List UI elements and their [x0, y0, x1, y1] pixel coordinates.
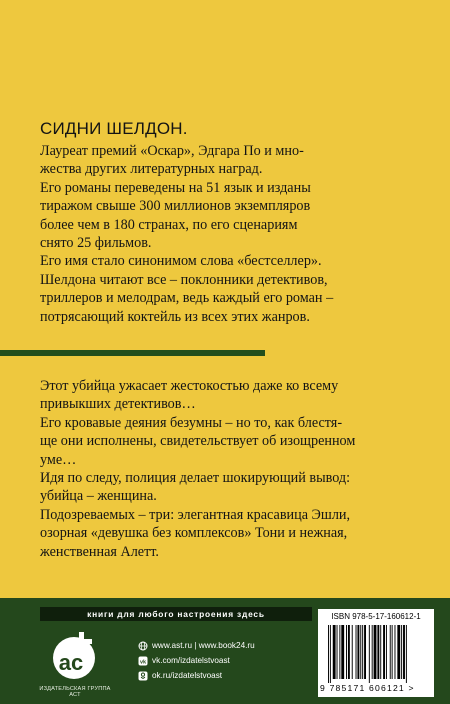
bio-line: потрясающий коктейль из всех этих жанров. [40, 308, 310, 325]
vk-row[interactable] [138, 653, 255, 668]
bio-line: Его имя стало синонимом слова «бестселлер». [40, 253, 322, 270]
svg-text:vk: vk [139, 658, 147, 665]
website-row[interactable] [138, 638, 255, 653]
globe-icon [138, 641, 148, 651]
author-name: СИДНИ ШЕЛДОН. [40, 119, 188, 138]
ok-link[interactable]: ok.ru/izdatelstvoast [152, 671, 223, 680]
book-blurb [40, 377, 436, 561]
bio-line: триллеров и мелодрам, ведь каждый его роман – [40, 290, 334, 307]
bio-line: Лауреат премий «Оскар», Эдгара По и мно- [40, 143, 304, 159]
blurb-line: привыкших детективов… [40, 396, 196, 413]
divider-rule [0, 350, 265, 356]
vk-link[interactable]: vk.com/izdatelstvoast [152, 656, 230, 665]
blurb-line: уме… [40, 451, 77, 468]
publisher-links [138, 638, 255, 683]
blurb-line: Подозреваемых – три: элегантная красавица Эшли, [40, 506, 351, 523]
ok-icon [138, 671, 148, 681]
bio-line: жества других литературных наград. [40, 161, 263, 178]
website-link[interactable]: www.ast.ru | www.book24.ru [152, 641, 255, 650]
barcode-icon [322, 623, 430, 683]
bio-line: Его романы переведены на 51 язык и изданы [40, 179, 311, 196]
barcode-digits: 9 785171 606121 > [320, 683, 415, 693]
publisher-caption: ИЗДАТЕЛЬСКАЯ ГРУППА АСТ [39, 686, 111, 698]
ok-row[interactable] [138, 668, 255, 683]
tagline-banner: книги для любого настроения здесь [40, 607, 312, 621]
blurb-line: озорная «девушка без комплексов» Тони и нежная, [40, 525, 348, 542]
blurb-line: убийца – женщина. [40, 488, 157, 505]
blurb-line: Этот убийца ужасает жестокостью даже ко всему [40, 378, 339, 394]
isbn-barcode-box [318, 609, 434, 697]
blurb-line: Идя по следу, полиция делает шокирующий вывод: [40, 470, 351, 487]
blurb-line: ще они исполнены, свидетельствует об изощренном [40, 433, 356, 450]
vk-icon [138, 656, 148, 666]
isbn-number: ISBN 978-5-17-160612-1 [331, 612, 421, 621]
bio-line: снято 25 фильмов. [40, 235, 152, 252]
author-bio [40, 118, 436, 326]
publisher-footer [0, 598, 450, 704]
publisher-logo-text: ас [58, 650, 84, 675]
bio-line: более чем в 180 странах, по его сценариям [40, 216, 298, 233]
bio-line: тиражом свыше 300 миллионов экземпляров [40, 198, 311, 215]
blurb-line: женственная Алетт. [40, 543, 159, 560]
blurb-line: Его кровавые деяния безумны – но то, как блестя- [40, 414, 343, 431]
bio-line: Шелдона читают все – поклонники детективов, [40, 271, 328, 288]
